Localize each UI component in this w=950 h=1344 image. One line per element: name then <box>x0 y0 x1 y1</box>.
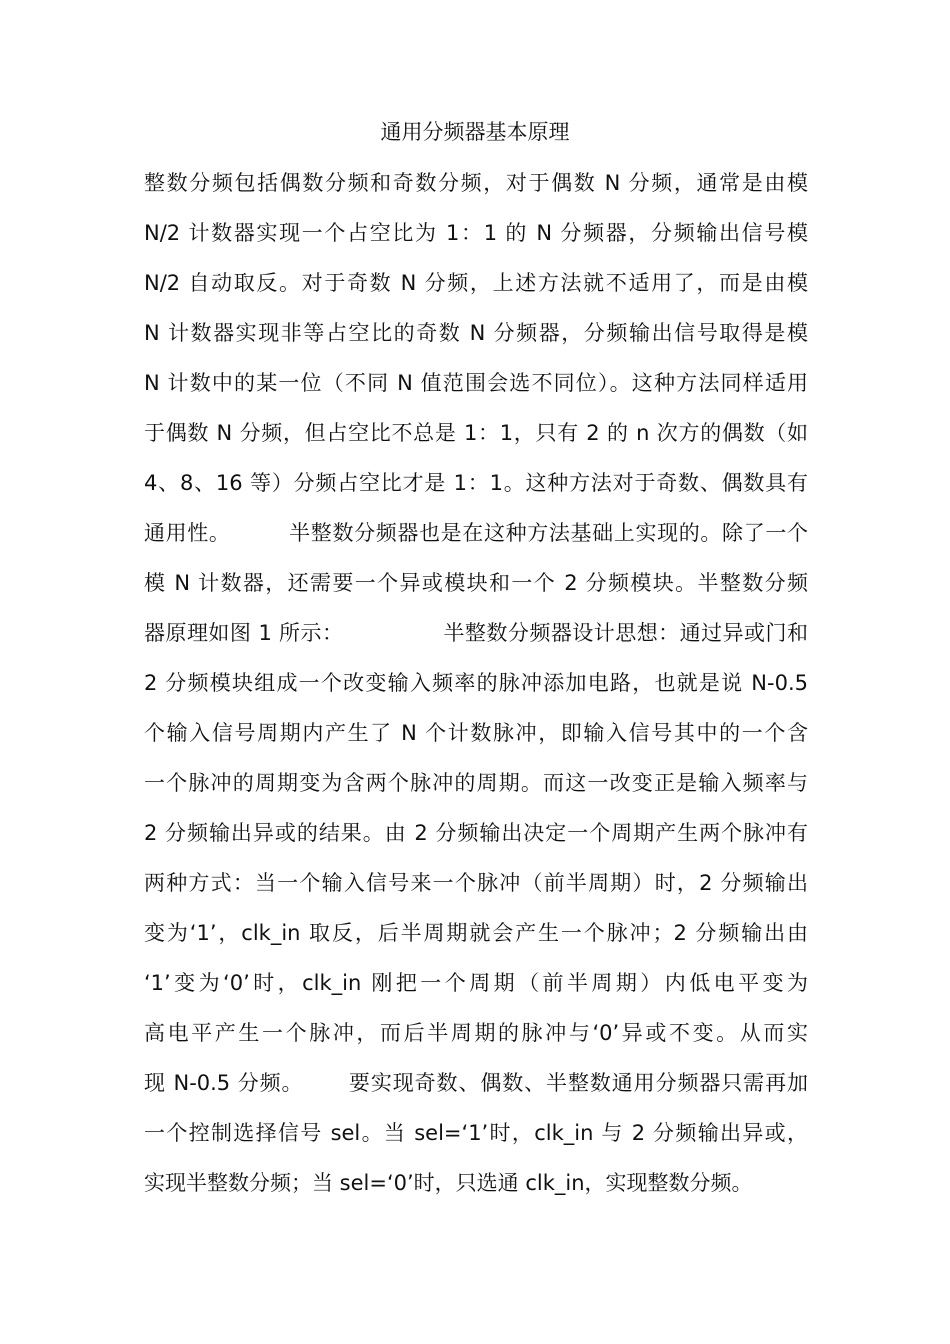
body-line: N/2 自动取反。对于奇数 N 分频，上述方法就不适用了，而是由模 <box>144 271 808 295</box>
body-line: 2 分频输出异或的结果。由 2 分频输出决定一个周期产生两个脉冲有 <box>144 821 808 845</box>
body-line: 通用性。 半整数分频器也是在这种方法基础上实现的。除了一个 <box>144 521 808 545</box>
document-body <box>144 164 808 1214</box>
body-line: ‘1’变为‘0’时，clk_in 刚把一个周期（前半周期）内低电平变为 <box>144 971 808 995</box>
body-line: 实现半整数分频；当 sel=‘0’时，只选通 clk_in，实现整数分频。 <box>144 1171 753 1195</box>
body-line: 变为‘1’，clk_in 取反，后半周期就会产生一个脉冲；2 分频输出由 <box>144 921 808 945</box>
body-line: 一个控制选择信号 sel。当 sel=‘1’时，clk_in 与 2 分频输出异或， <box>144 1121 808 1145</box>
body-line: 模 N 计数器，还需要一个异或模块和一个 2 分频模块。半整数分频 <box>144 571 808 595</box>
body-line: 整数分频包括偶数分频和奇数分频，对于偶数 N 分频，通常是由模 <box>144 171 808 195</box>
body-line: 现 N-0.5 分频。 要实现奇数、偶数、半整数通用分频器只需再加 <box>144 1071 808 1095</box>
body-line: 个输入信号周期内产生了 N 个计数脉冲，即输入信号其中的一个含 <box>144 721 808 745</box>
body-line: N 计数器实现非等占空比的奇数 N 分频器，分频输出信号取得是模 <box>144 321 808 345</box>
body-line: 两种方式：当一个输入信号来一个脉冲（前半周期）时，2 分频输出 <box>144 871 808 895</box>
body-line: N 计数中的某一位（不同 N 值范围会选不同位）。这种方法同样适用 <box>144 371 808 395</box>
body-line: 高电平产生一个脉冲，而后半周期的脉冲与‘0’异或不变。从而实 <box>144 1021 808 1045</box>
body-line: 器原理如图 1 所示： 半整数分频器设计思想：通过异或门和 <box>144 621 808 645</box>
document-title: 通用分频器基本原理 <box>380 120 570 144</box>
body-line: 于偶数 N 分频，但占空比不总是 1：1，只有 2 的 n 次方的偶数（如 <box>144 421 808 445</box>
body-line: 4、8、16 等）分频占空比才是 1：1。这种方法对于奇数、偶数具有 <box>144 471 808 495</box>
body-line: 2 分频模块组成一个改变输入频率的脉冲添加电路，也就是说 N-0.5 <box>144 671 808 695</box>
body-line: N/2 计数器实现一个占空比为 1：1 的 N 分频器，分频输出信号模 <box>144 221 808 245</box>
body-line: 一个脉冲的周期变为含两个脉冲的周期。而这一改变正是输入频率与 <box>144 771 808 795</box>
